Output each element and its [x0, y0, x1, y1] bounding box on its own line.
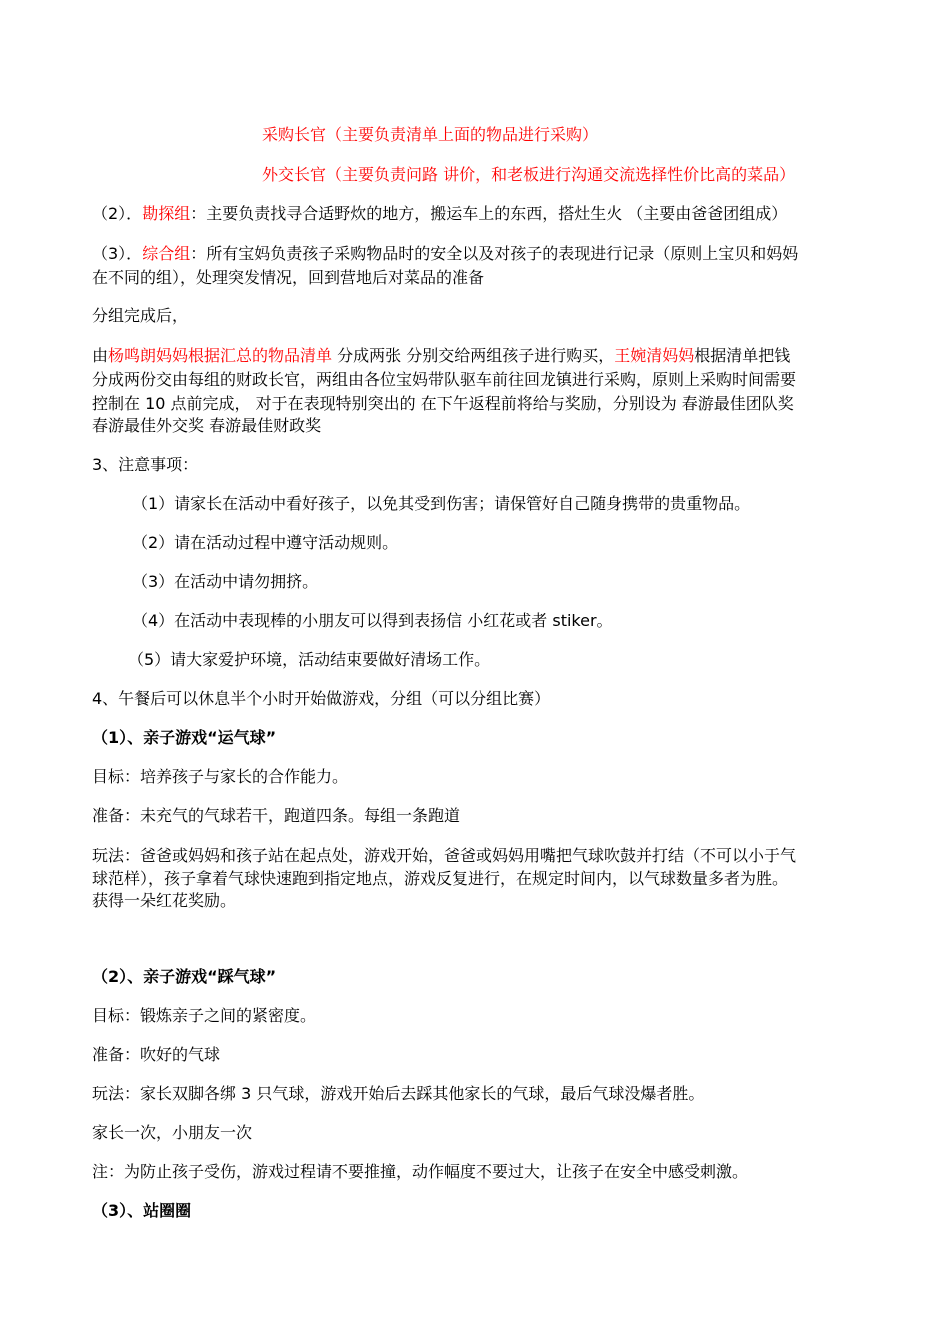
distribution-red-2: 王婉清妈妈	[614, 346, 695, 365]
distribution-line-2: 分成两份交由每组的财政长官，两组由各位宝妈带队驱车前往回龙镇进行采购，原则上采购时间需要	[92, 370, 797, 389]
game2-round: 家长一次，小朋友一次	[92, 1123, 253, 1142]
group-explore-prefix: （2）．	[92, 204, 143, 223]
distribution-red-1: 杨鸣朗妈妈根据汇总的物品清单	[108, 346, 333, 365]
game1-goal: 目标：培养孩子与家长的合作能力。	[92, 767, 349, 786]
role-purchasing: 采购长官（主要负责清单上面的物品进行采购）	[262, 125, 599, 144]
distribution-part-3: 根据清单把钱	[694, 346, 791, 365]
games-intro: 4、午餐后可以休息半个小时开始做游戏，分组（可以分组比赛）	[92, 689, 551, 708]
notes-heading: 3、注意事项：	[92, 455, 199, 474]
notes-item: （1）请家长在活动中看好孩子，以免其受到伤害；请保管好自己随身携带的贵重物品。	[132, 494, 751, 513]
game1-play-2: 球范样），孩子拿着气球快速跑到指定地点，游戏反复进行，在规定时间内，以气球数量多者为胜。	[92, 869, 789, 888]
group-general-desc-1: ：所有宝妈负责孩子采购物品时的安全以及对孩子的表现进行记录（原则上宝贝和妈妈	[190, 244, 799, 263]
group-general-desc-2: 在不同的组），处理突发情况，回到营地后对菜品的准备	[92, 268, 485, 287]
game1-prep: 准备：未充气的气球若干，跑道四条。每组一条跑道	[92, 806, 461, 825]
group-general-name: 综合组	[142, 244, 191, 263]
group-general	[92, 241, 872, 266]
distribution-line-1	[92, 343, 872, 368]
group-explore-desc: ：主要负责找寻合适野炊的地方，搬运车上的东西，搭灶生火 （主要由爸爸团组成）	[190, 204, 788, 223]
game1-play-1: 玩法：爸爸或妈妈和孩子站在起点处，游戏开始，爸爸或妈妈用嘴把气球吹鼓并打结（不可以小于气	[92, 846, 797, 865]
game3-title: （3）、站圈圈	[92, 1201, 192, 1220]
distribution-part-1: 由	[92, 346, 109, 365]
game1-play-3: 获得一朵红花奖励。	[92, 891, 237, 910]
game2-prep: 准备：吹好的气球	[92, 1045, 221, 1064]
distribution-line-3: 控制在 10 点前完成， 对于在表现特别突出的 在下午返程前将给与奖励，分别设为 春游最佳团队奖	[92, 394, 794, 413]
distribution-part-2: 分成两张 分别交给两组孩子进行购买，	[332, 346, 615, 365]
game2-title: （2）、亲子游戏“踩气球”	[92, 967, 277, 986]
group-general-prefix: （3）．	[92, 244, 143, 263]
notes-item: （4）在活动中表现棒的小朋友可以得到表扬信 小红花或者 stiker。	[132, 611, 613, 630]
group-explore-name: 勘探组	[142, 204, 191, 223]
game2-goal: 目标：锻炼亲子之间的紧密度。	[92, 1006, 317, 1025]
game2-play: 玩法：家长双脚各绑 3 只气球，游戏开始后去踩其他家长的气球，最后气球没爆者胜。	[92, 1084, 705, 1103]
notes-item: （3）在活动中请勿拥挤。	[132, 572, 319, 591]
group-explore	[92, 201, 872, 226]
role-diplomacy: 外交长官（主要负责问路 讲价，和老板进行沟通交流选择性价比高的菜品）	[262, 165, 796, 184]
game1-title: （1）、亲子游戏“运气球”	[92, 728, 277, 747]
notes-item: （5）请大家爱护环境，活动结束要做好清场工作。	[128, 650, 491, 669]
game2-note: 注：为防止孩子受伤，游戏过程请不要推撞，动作幅度不要过大，让孩子在安全中感受刺激。	[92, 1162, 749, 1181]
distribution-line-4: 春游最佳外交奖 春游最佳财政奖	[92, 416, 322, 435]
after-grouping: 分组完成后，	[92, 306, 189, 325]
notes-item: （2）请在活动过程中遵守活动规则。	[132, 533, 399, 552]
